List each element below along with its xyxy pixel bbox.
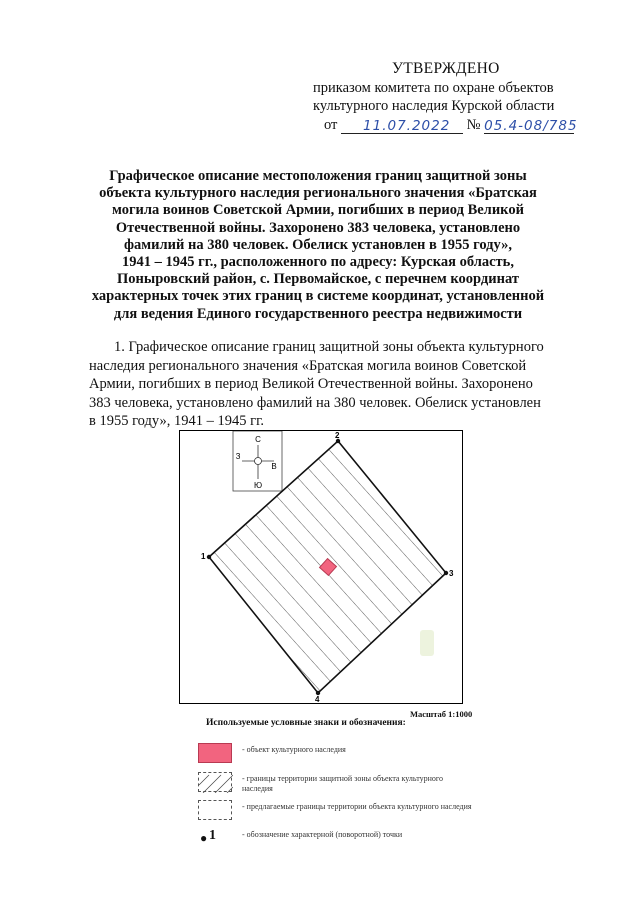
date-value: 11.07.2022 (363, 118, 451, 134)
stamp-smudge (420, 630, 434, 656)
legend-item-proposed (198, 800, 472, 826)
number-value: 05.4-08/785 (484, 118, 578, 134)
number-prefix: № (466, 117, 481, 133)
paragraph-line: наследия регионального значения «Братская могила воинов Советской (89, 357, 527, 374)
legend-item-object (198, 743, 468, 769)
title-line: Отечественной войны. Захоронено 383 человека, установлено (115, 219, 521, 236)
title-line: фамилий на 380 человек. Обелиск установлен в 1955 году», (124, 236, 512, 253)
approval-date-line (324, 116, 578, 134)
approval-body-line: культурного наследия Курской области (313, 98, 555, 114)
map-scale: Масштаб 1:1000 (410, 709, 473, 719)
description-paragraph (89, 338, 574, 431)
legend-symbol-hatched (198, 772, 232, 792)
title-line: Графическое описание местоположения границ защитной зоны (109, 168, 527, 184)
compass (233, 431, 282, 491)
compass-east: В (271, 462, 277, 471)
map-frame (179, 430, 463, 704)
title-line: могила воинов Советской Армии, погибших в период Великой (112, 202, 524, 219)
boundary-point-3 (444, 571, 448, 575)
compass-center (255, 458, 262, 465)
compass-south: Ю (253, 481, 263, 490)
title-line: для ведения Единого государственного реестра недвижимости (113, 305, 523, 322)
legend-item-text: - обозначение характерной (поворотной) точки (242, 830, 403, 839)
boundary-map (180, 431, 462, 703)
document-title (78, 168, 558, 323)
date-prefix: от (324, 117, 338, 133)
title-line: характерных точек этих границ в системе координат, установленной (91, 288, 545, 305)
title-line: Поныровский район, с. Первомайское, с перечнем координат (117, 271, 519, 288)
legend-symbol-point (198, 828, 232, 848)
legend-item-text: - границы территории защитной зоны объекта культурного наследия (242, 774, 443, 793)
point-marker-label: 1 (209, 828, 216, 843)
legend-symbol-dashed (198, 800, 232, 820)
boundary-point-label: 1 (201, 552, 206, 561)
boundary-point-label: 3 (449, 569, 454, 578)
legend-item-text: - предлагаемые границы территории объекта культурного наследия (242, 802, 472, 811)
boundary-point-1 (207, 555, 211, 559)
approval-title: УТВЕРЖДЕНО (392, 60, 500, 77)
date-field (341, 117, 463, 134)
legend-symbol-object (198, 743, 232, 763)
compass-west: З (235, 452, 241, 461)
point-marker-icon: ● (200, 831, 208, 845)
legend-item-text: - объект культурного наследия (242, 745, 346, 754)
compass-north: С (255, 435, 261, 444)
paragraph-line: в 1955 году», 1941 – 1945 гг. (89, 413, 265, 429)
title-line: объекта культурного наследия регионального значения «Братская (99, 185, 537, 202)
title-line: 1941 – 1945 гг., расположенного по адресу: Курская область, (122, 254, 514, 271)
number-field (484, 117, 578, 134)
boundary-point-label: 2 (335, 431, 340, 440)
legend-title: Используемые условные знаки и обозначения: (206, 718, 406, 728)
legend-item-point (198, 828, 468, 854)
paragraph-line: Армии, погибших в период Великой Отечественной войны. Захоронено (89, 376, 533, 392)
boundary-point-label: 4 (315, 695, 320, 703)
paragraph-line: 383 человека, установлено фамилий на 380 человек. Обелиск установлен (89, 394, 541, 411)
legend-item-zone (198, 772, 468, 798)
legend-hatch-lines (199, 773, 233, 793)
paragraph-line: 1. Графическое описание границ защитной зоны объекта культурного (114, 339, 544, 355)
approval-order-line: приказом комитета по охране объектов (313, 80, 554, 96)
